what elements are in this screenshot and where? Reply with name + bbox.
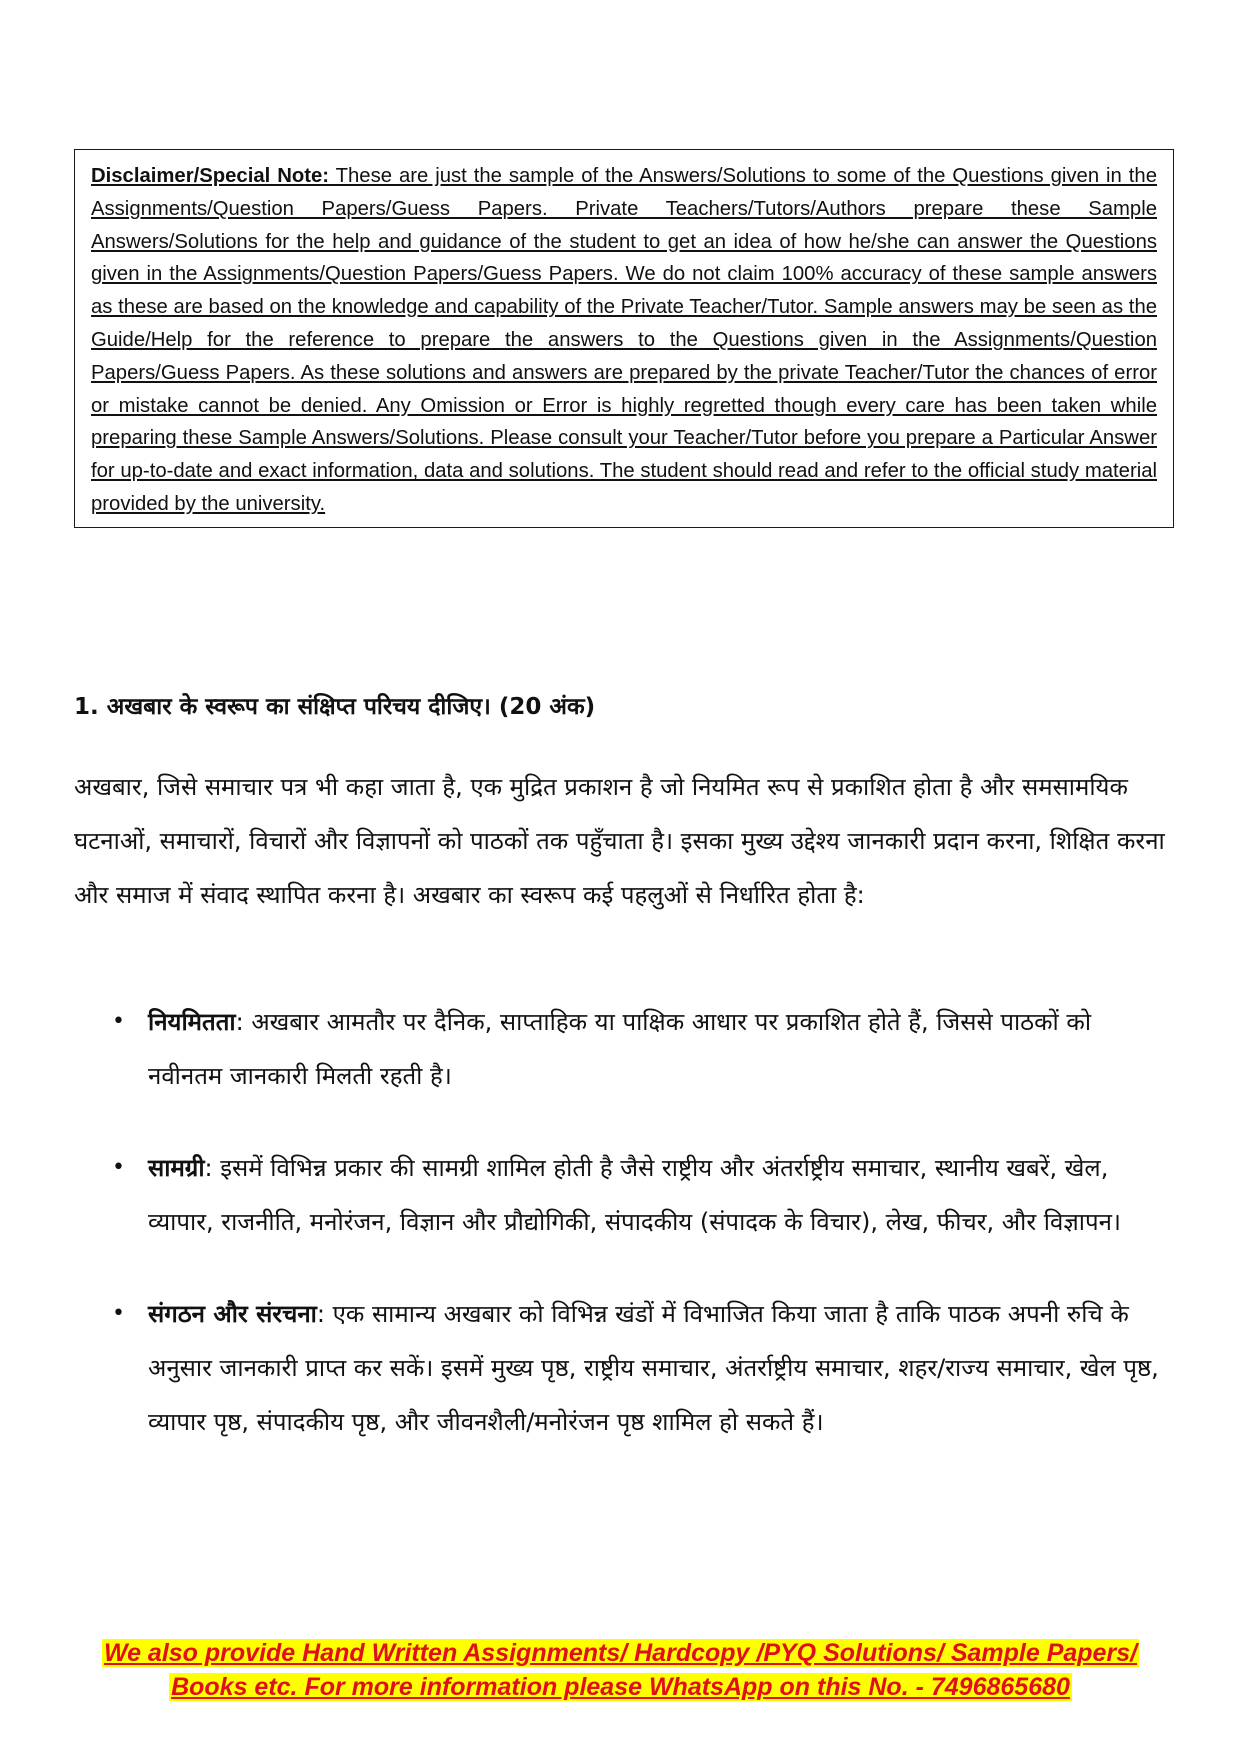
list-item: [74, 995, 1169, 1103]
footer-promo: [0, 1636, 1241, 1704]
list-item: [74, 1141, 1169, 1249]
disclaimer-body: These are just the sample of the Answers/Solutions to some of the Questions given in the Assignments/Question Papers/Guess Papers. Private Teachers/Tutors/Authors prepare these Sample Answers/Solutions for the help and guidance of the student to get an idea of how he/she can answer the Questions given in the Assignments/Question Papers/Guess Papers. We do not claim 100% accuracy of these sample answers as these are based on the knowledge and capability of the Private Teacher/Tutor. Sample answers may be seen as the Guide/Help for the reference to prepare the answers to the Questions given in the Assignments/Question Papers/Guess Papers. As these solutions and answers are prepared by the private Teacher/Tutor the chances of error or mistake cannot be denied. Any Omission or Error is highly regretted though every care has been taken while preparing these Sample Answers/Solutions. Please consult your Teacher/Tutor before you prepare a Particular Answer for up-to-date and exact information, data and solutions. The student should read and refer to the official study material provided by the university.: [91, 165, 1157, 515]
point-text: : एक सामान्य अखबार को विभिन्न खंडों में विभाजित किया जाता है ताकि पाठक अपनी रुचि के अनुसार जानकारी प्राप्त कर सकें। इसमें मुख्य पृष्ठ, राष्ट्रीय समाचार, अंतर्राष्ट्रीय समाचार, शहर/राज्य समाचार, खेल पृष्ठ, व्यापार पृष्ठ, संपादकीय पृष्ठ, और जीवनशैली/मनोरंजन पृष्ठ शामिल हो सकते हैं।: [148, 1300, 1159, 1436]
question-text: 1. अखबार के स्वरूप का संक्षिप्त परिचय दीजिए।: [74, 694, 499, 720]
question-marks: (20 अंक): [498, 694, 596, 720]
footer-line-1: We also provide Hand Written Assignments/ Hardcopy /PYQ Solutions/ Sample Papers/: [103, 1639, 1138, 1667]
point-text: : इसमें विभिन्न प्रकार की सामग्री शामिल होती है जैसे राष्ट्रीय और अंतर्राष्ट्रीय समाचार, स्थानीय खबरें, खेल, व्यापार, राजनीति, मनोरंजन, विज्ञान और प्रौद्योगिकी, संपादकीय (संपादक के विचार), लेख, फीचर, और विज्ञापन।: [148, 1154, 1121, 1236]
bullet-icon: •: [112, 1009, 125, 1034]
bullet-icon: •: [112, 1301, 125, 1326]
list-item: [74, 1287, 1169, 1449]
disclaimer-text: [91, 160, 1157, 521]
point-text: : अखबार आमतौर पर दैनिक, साप्ताहिक या पाक्षिक आधार पर प्रकाशित होते हैं, जिससे पाठकों को नवीनतम जानकारी मिलती रहती है।: [148, 1008, 1092, 1090]
bullet-icon: •: [112, 1155, 125, 1180]
points-list: [74, 995, 1169, 1487]
footer-line-2: Books etc. For more information please WhatsApp on this No. - 7496865680: [171, 1673, 1070, 1701]
question-heading: [74, 690, 595, 724]
disclaimer-label: Disclaimer/Special Note:: [91, 165, 330, 187]
point-term: संगठन और संरचना: [148, 1300, 317, 1328]
disclaimer-box: [74, 149, 1174, 528]
intro-paragraph: अखबार, जिसे समाचार पत्र भी कहा जाता है, एक मुद्रित प्रकाशन है जो नियमित रूप से प्रकाशित होता है और समसामयिक घटनाओं, समाचारों, विचारों और विज्ञापनों को पाठकों तक पहुँचाता है। इसका मुख्य उद्देश्य जानकारी प्रदान करना, शिक्षित करना और समाज में संवाद स्थापित करना है। अखबार का स्वरूप कई पहलुओं से निर्धारित होता है:: [74, 773, 1165, 909]
point-term: सामग्री: [148, 1154, 205, 1182]
point-term: नियमितता: [148, 1008, 236, 1036]
